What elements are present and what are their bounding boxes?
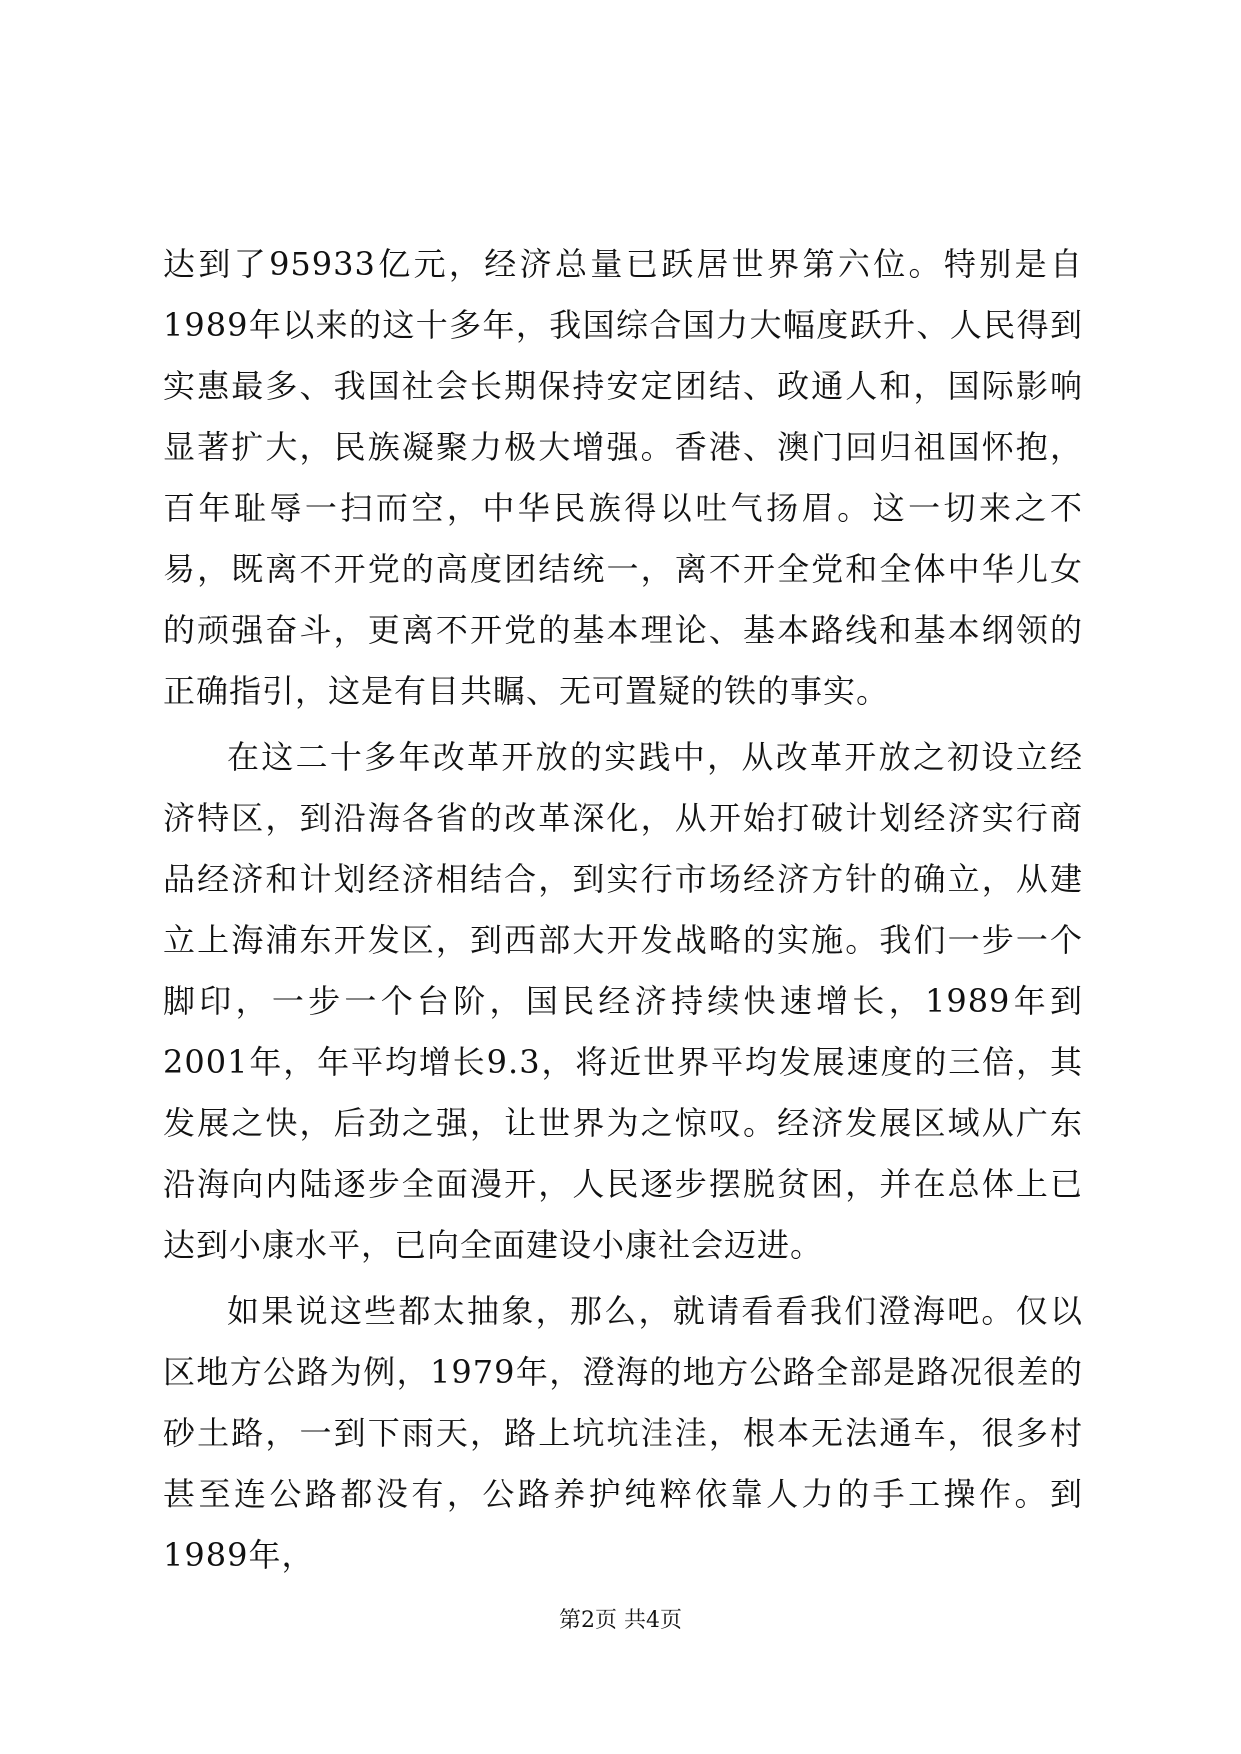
page-number-indicator: 第2页 共4页 — [559, 1608, 682, 1633]
paragraph-2: 在这二十多年改革开放的实践中，从改革开放之初设立经济特区，到沿海各省的改革深化，从开始打破计划经济实行商品经济和计划经济相结合，到实行市场经济方针的确立，从建立上海浦东开发区，到西部大开发战略的实施。我们一步一个脚印，一步一个台阶，国民经济持续快速增长，1989年到2001年，年平均增长9.3，将近世界平均发展速度的三倍，其发展之快，后劲之强，让世界为之惊叹。经济发展区域从广东沿海向内陆逐步全面漫开，人民逐步摆脱贫困，并在总体上已达到小康水平，已向全面建设小康社会迈进。 — [163, 738, 1083, 1264]
paragraph-3: 如果说这些都太抽象，那么，就请看看我们澄海吧。仅以区地方公路为例，1979年，澄海的地方公路全部是路况很差的砂土路，一到下雨天，路上坑坑洼洼，根本无法通车，很多村甚至连公路都没有，公路养护纯粹依靠人力的手工操作。到1989年， — [163, 1292, 1083, 1574]
paragraph-1: 达到了95933亿元，经济总量已跃居世界第六位。特别是自1989年以来的这十多年，我国综合国力大幅度跃升、人民得到实惠最多、我国社会长期保持安定团结、政通人和，国际影响显著扩大，民族凝聚力极大增强。香港、澳门回归祖国怀抱，百年耻辱一扫而空，中华民族得以吐气扬眉。这一切来之不易，既离不开党的高度团结统一，离不开全党和全体中华儿女的顽强奋斗，更离不开党的基本理论、基本路线和基本纲领的正确指引，这是有目共瞩、无可置疑的铁的事实。 — [163, 245, 1083, 710]
page-footer — [0, 1606, 1241, 1636]
document-body — [163, 234, 1083, 1586]
